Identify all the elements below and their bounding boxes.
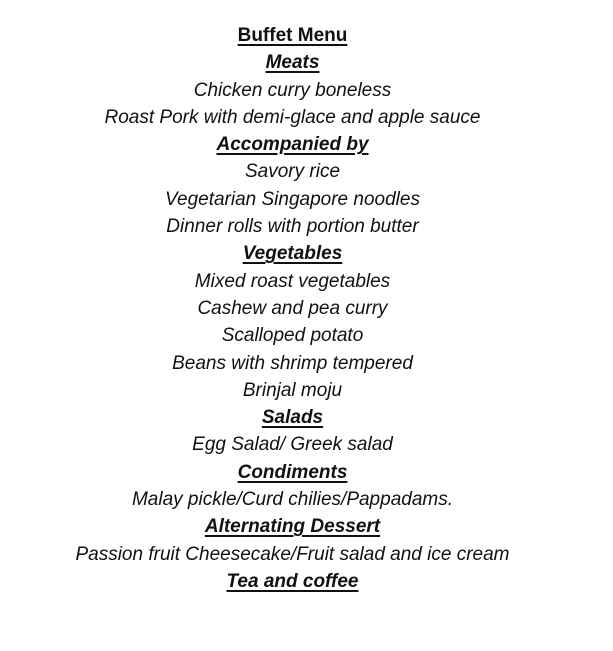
section-heading-alternating-dessert: Alternating Dessert: [204, 516, 381, 538]
menu-item: Savory rice: [244, 161, 341, 183]
menu-item: Dinner rolls with portion butter: [166, 216, 419, 238]
section-heading-condiments: Condiments: [237, 461, 348, 483]
menu-item: Passion fruit Cheesecake/Fruit salad and ice cream: [75, 543, 510, 565]
menu-item: Mixed roast vegetables: [194, 270, 391, 292]
menu-item: Scalloped potato: [221, 325, 364, 347]
menu-item: Chicken curry boneless: [193, 79, 392, 101]
menu-item: Malay pickle/Curd chilies/Pappadams.: [131, 489, 454, 511]
section-heading-accompanied-by: Accompanied by: [216, 134, 369, 156]
section-heading-salads: Salads: [261, 407, 324, 429]
section-heading-tea-and-coffee: Tea and coffee: [226, 570, 359, 592]
menu-item: Beans with shrimp tempered: [172, 352, 413, 374]
menu-title: Buffet Menu: [237, 25, 348, 46]
buffet-menu: [0, 22, 585, 595]
menu-item: Cashew and pea curry: [197, 297, 388, 319]
menu-item: Brinjal moju: [242, 379, 343, 401]
menu-item: Roast Pork with demi-glace and apple sauce: [104, 106, 481, 128]
section-heading-meats: Meats: [265, 52, 320, 74]
menu-item: Vegetarian Singapore noodles: [165, 188, 420, 210]
section-heading-vegetables: Vegetables: [242, 243, 343, 265]
menu-item: Egg Salad/ Greek salad: [192, 434, 393, 456]
